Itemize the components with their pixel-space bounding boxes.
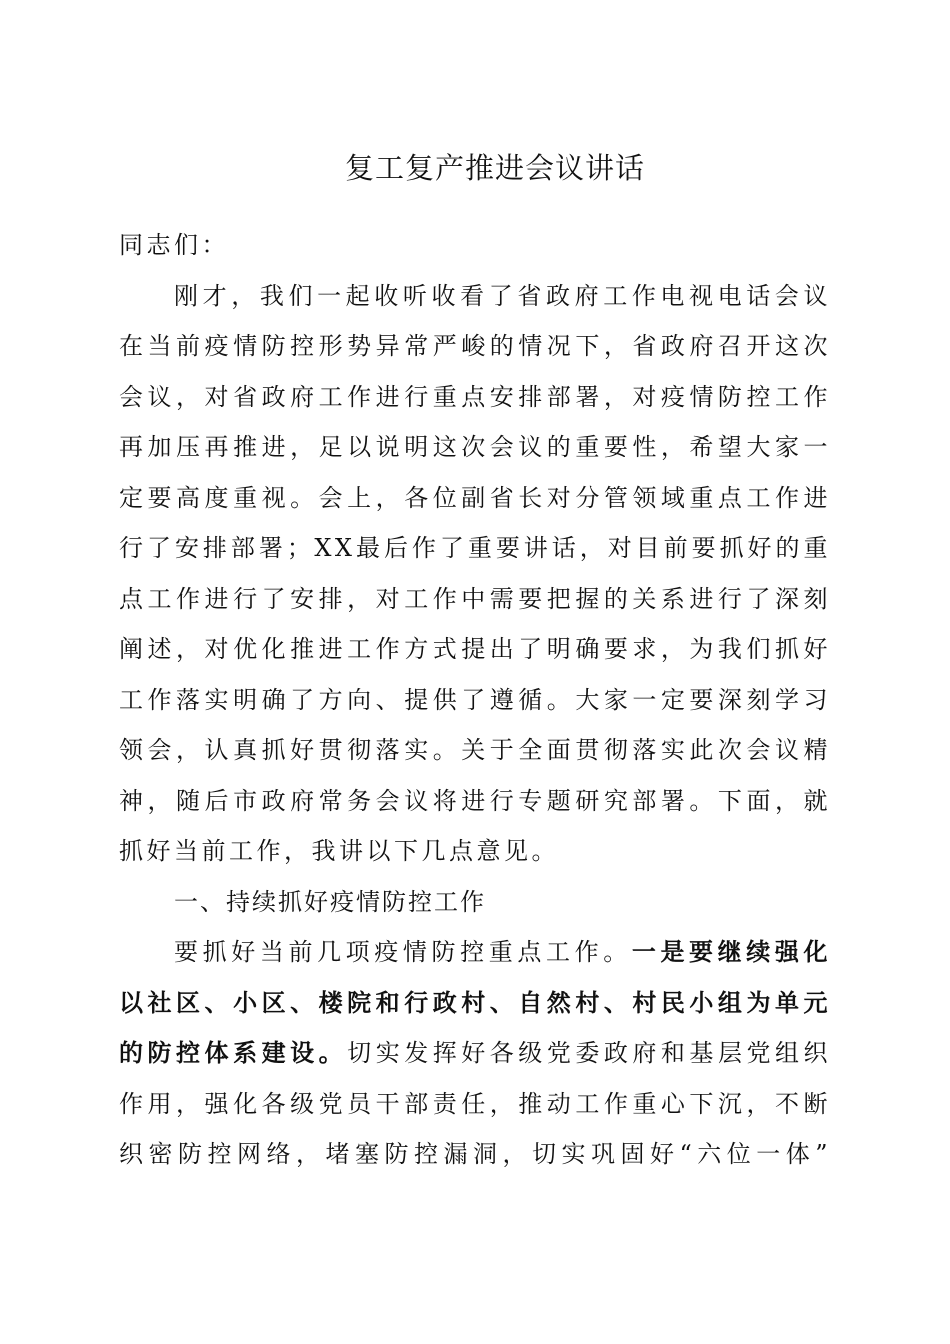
paragraph-bold-line: 以社区、小区、楼院和行政村、自然村、村民小组为单元 xyxy=(119,987,831,1017)
paragraph-epidemic-control xyxy=(119,927,831,1180)
paragraph-line: 在当前疫情防控形势异常严峻的情况下，省政府召开这次 xyxy=(119,332,831,360)
paragraph-line: 领会，认真抓好贯彻落实。关于全面贯彻落实此次会议精 xyxy=(119,736,831,764)
paragraph-text: 要抓好当前几项疫情防控重点工作。 xyxy=(174,938,632,966)
paragraph-line: 会议，对省政府工作进行重点安排部署，对疫情防控工作 xyxy=(119,382,831,411)
paragraph-line: 刚才，我们一起收听收看了省政府工作电视电话会议 xyxy=(174,281,831,310)
salutation: 同志们： xyxy=(119,231,229,259)
paragraph-intro xyxy=(119,271,831,877)
paragraph-line: 作用，强化各级党员干部责任，推动工作重心下沉，不断 xyxy=(119,1089,831,1118)
paragraph-bold-text: 的防控体系建设。 xyxy=(119,1038,348,1067)
document-title: 复工复产推进会议讲话 xyxy=(344,151,645,185)
paragraph-line xyxy=(119,1028,831,1079)
paragraph-line: 点工作进行了安排，对工作中需要把握的关系进行了深刻 xyxy=(119,584,831,613)
document-body xyxy=(119,220,831,1180)
paragraph-line: 再加压再推进，足以说明这次会议的重要性，希望大家一 xyxy=(119,433,831,461)
paragraph-text: 切实发挥好各级党委政府和基层党组织 xyxy=(347,1039,831,1067)
paragraph-line: 行了安排部署；XX最后作了重要讲话，对目前要抓好的重 xyxy=(119,534,831,562)
paragraph-line: 抓好当前工作，我讲以下几点意见。 xyxy=(119,837,559,865)
paragraph-line: 定要高度重视。会上，各位副省长对分管领域重点工作进 xyxy=(119,483,831,512)
paragraph-line: 织密防控网络，堵塞防控漏洞，切实巩固好“六位一体” xyxy=(119,1140,831,1168)
paragraph-line: 阐述，对优化推进工作方式提出了明确要求，为我们抓好 xyxy=(119,635,831,663)
paragraph-line: 工作落实明确了方向、提供了遵循。大家一定要深刻学习 xyxy=(119,685,831,714)
section-heading: 一、持续抓好疫情防控工作 xyxy=(174,887,486,916)
paragraph-line xyxy=(119,927,831,978)
paragraph-bold-text: 一是要继续强化 xyxy=(631,937,831,966)
paragraph-line: 神，随后市政府常务会议将进行专题研究部署。下面，就 xyxy=(119,786,831,815)
